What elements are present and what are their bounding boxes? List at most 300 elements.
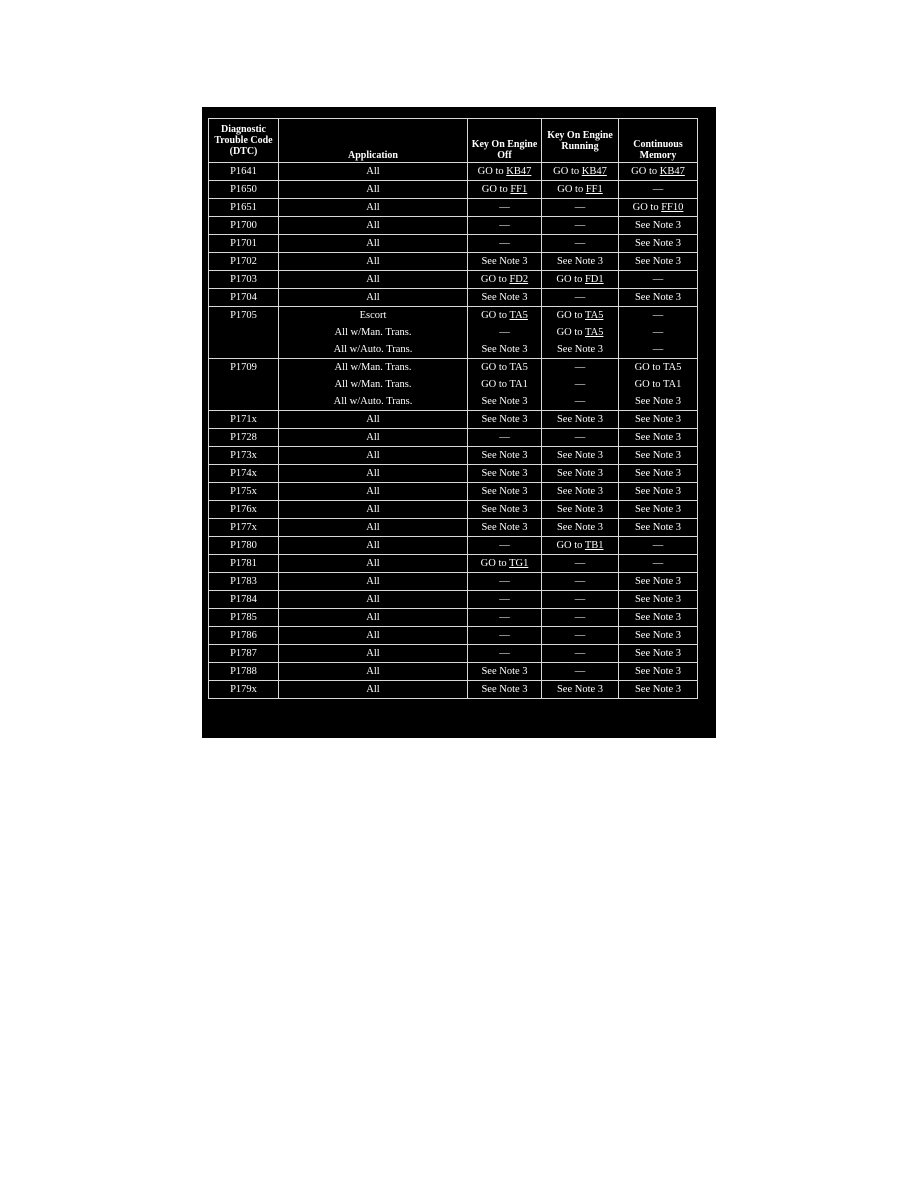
table-body [209, 163, 698, 699]
cell-text: — [652, 310, 664, 321]
table-row [209, 359, 698, 411]
cell-text: See Note 3 [634, 396, 682, 407]
cell-text: See Note 3 [634, 450, 682, 461]
cell-text: See Note 3 [634, 432, 682, 443]
application-cell [279, 217, 468, 235]
key-on-engine-off-cell [468, 235, 542, 253]
cell-text: See Note 3 [634, 220, 682, 231]
key-on-engine-off-cell [468, 447, 542, 465]
cell-text: — [499, 432, 510, 443]
cell-text: — [499, 238, 510, 249]
go-to-reference: GO to FF1 [557, 184, 603, 195]
continuous-memory-cell [619, 253, 698, 271]
key-on-engine-running-cell [542, 627, 619, 645]
table-row [209, 199, 698, 217]
dtc-code: P179x [230, 684, 257, 695]
cell-text: All [366, 612, 380, 623]
cell-text: — [499, 327, 510, 338]
dtc-code: P174x [230, 468, 257, 479]
dtc-code-cell [209, 411, 279, 429]
key-on-engine-off-cell [468, 163, 542, 181]
key-on-engine-running-cell [542, 253, 619, 271]
continuous-memory-cell [619, 645, 698, 663]
cell-text: See Note 3 [481, 666, 528, 677]
cell-text: See Note 3 [556, 684, 604, 695]
cell-text: See Note 3 [481, 396, 528, 407]
dtc-code-cell [209, 573, 279, 591]
table-row [209, 537, 698, 555]
continuous-memory-cell [619, 181, 698, 199]
cell-text: — [652, 344, 664, 355]
dtc-code: P1705 [230, 310, 257, 321]
continuous-memory-cell [619, 217, 698, 235]
dtc-code-cell [209, 235, 279, 253]
key-on-engine-running-cell [542, 501, 619, 519]
key-on-engine-running-cell [542, 199, 619, 217]
application-cell [279, 411, 468, 429]
table-row [209, 447, 698, 465]
reference-link[interactable]: TA5 [509, 310, 528, 321]
dtc-code: P1709 [230, 362, 257, 373]
reference-link[interactable]: TG1 [509, 558, 529, 569]
key-on-engine-off-cell [468, 199, 542, 217]
cell-text: All w/Man. Trans. [334, 362, 412, 373]
key-on-engine-running-cell [542, 465, 619, 483]
dtc-code: P171x [230, 414, 257, 425]
cell-text: — [574, 612, 586, 623]
cell-text: All [366, 432, 380, 443]
dtc-code-cell [209, 271, 279, 289]
reference-link[interactable]: TA5 [585, 310, 604, 321]
key-on-engine-running-cell [542, 537, 619, 555]
key-on-engine-running-cell [542, 235, 619, 253]
dtc-code-cell [209, 429, 279, 447]
cell-text: All [366, 594, 380, 605]
application-cell [279, 537, 468, 555]
key-on-engine-running-cell [542, 217, 619, 235]
key-on-engine-off-cell [468, 591, 542, 609]
dtc-code: P1780 [230, 540, 257, 551]
continuous-memory-cell [619, 609, 698, 627]
cell-text: All [366, 522, 380, 533]
cell-text: GO to TA5 [634, 362, 682, 373]
cell-text: — [499, 594, 510, 605]
cell-text: — [652, 327, 664, 338]
application-cell [279, 307, 468, 359]
dtc-code-cell [209, 645, 279, 663]
table-row [209, 555, 698, 573]
dtc-code-cell [209, 289, 279, 307]
application-cell [279, 609, 468, 627]
key-on-engine-off-cell [468, 609, 542, 627]
cell-text: See Note 3 [634, 238, 682, 249]
dtc-code: P1785 [230, 612, 257, 623]
header-key-on-engine-running: Key On Engine Running [542, 119, 619, 163]
application-cell [279, 235, 468, 253]
cell-text: See Note 3 [481, 504, 528, 515]
key-on-engine-off-cell [468, 627, 542, 645]
key-on-engine-running-cell [542, 447, 619, 465]
dtc-code-cell [209, 609, 279, 627]
cell-text: All [366, 274, 380, 285]
dtc-code: P1787 [230, 648, 257, 659]
cell-text: — [499, 202, 510, 213]
dtc-code-cell [209, 307, 279, 359]
dtc-code: P175x [230, 486, 257, 497]
reference-link[interactable]: KB47 [581, 166, 607, 177]
cell-text: See Note 3 [556, 414, 604, 425]
dtc-code: P1650 [230, 184, 257, 195]
cell-text: See Note 3 [556, 344, 604, 355]
dtc-code-cell [209, 537, 279, 555]
application-cell [279, 681, 468, 699]
cell-text: — [652, 184, 664, 195]
table-row [209, 501, 698, 519]
application-cell [279, 289, 468, 307]
dtc-table [208, 118, 698, 699]
continuous-memory-cell [619, 555, 698, 573]
cell-text: — [499, 220, 510, 231]
cell-text: See Note 3 [481, 450, 528, 461]
dtc-code-cell [209, 359, 279, 411]
dtc-code-cell [209, 217, 279, 235]
table-row [209, 163, 698, 181]
cell-text: — [652, 274, 664, 285]
cell-text: See Note 3 [634, 576, 682, 587]
key-on-engine-off-cell [468, 501, 542, 519]
table-row [209, 591, 698, 609]
cell-text: All [366, 684, 380, 695]
continuous-memory-cell [619, 465, 698, 483]
cell-text: All [366, 504, 380, 515]
cell-text: — [574, 630, 586, 641]
dtc-code-cell [209, 663, 279, 681]
dtc-code: P1788 [230, 666, 257, 677]
go-to-reference: GO to KB47 [631, 166, 685, 177]
table-header-row [209, 119, 698, 163]
key-on-engine-running-cell [542, 555, 619, 573]
cell-text: — [499, 576, 510, 587]
table-row [209, 307, 698, 359]
cell-text: See Note 3 [481, 468, 528, 479]
reference-link[interactable]: FF1 [585, 184, 603, 195]
cell-text: All [366, 256, 380, 267]
application-cell [279, 645, 468, 663]
continuous-memory-cell [619, 199, 698, 217]
key-on-engine-running-cell [542, 429, 619, 447]
key-on-engine-off-cell [468, 483, 542, 501]
cell-text: All [366, 576, 380, 587]
go-to-reference: GO to FF10 [632, 202, 684, 213]
cell-text: See Note 3 [481, 414, 528, 425]
cell-text: All w/Auto. Trans. [333, 396, 413, 407]
dtc-code: P176x [230, 504, 257, 515]
key-on-engine-off-cell [468, 271, 542, 289]
cell-text: — [574, 594, 586, 605]
cell-text: — [574, 362, 586, 373]
key-on-engine-off-cell [468, 181, 542, 199]
reference-link[interactable]: FF10 [661, 202, 684, 213]
application-cell [279, 181, 468, 199]
cell-text: All [366, 648, 380, 659]
cell-text: See Note 3 [556, 468, 604, 479]
cell-text: All [366, 414, 380, 425]
reference-link[interactable]: FF1 [510, 184, 528, 195]
cell-text: See Note 3 [634, 612, 682, 623]
cell-text: — [574, 202, 586, 213]
continuous-memory-cell [619, 411, 698, 429]
cell-text: — [652, 540, 664, 551]
key-on-engine-running-cell [542, 271, 619, 289]
cell-text: See Note 3 [634, 468, 682, 479]
cell-text: — [499, 648, 510, 659]
application-cell [279, 663, 468, 681]
application-cell [279, 519, 468, 537]
continuous-memory-cell [619, 429, 698, 447]
cell-text: See Note 3 [634, 684, 682, 695]
key-on-engine-running-cell [542, 359, 619, 411]
dtc-code-cell [209, 447, 279, 465]
go-to-reference: GO to TA5 [556, 327, 604, 338]
continuous-memory-cell [619, 681, 698, 699]
table-row [209, 609, 698, 627]
cell-text: See Note 3 [556, 504, 604, 515]
table-row [209, 289, 698, 307]
cell-text: See Note 3 [634, 522, 682, 533]
continuous-memory-cell [619, 483, 698, 501]
cell-text: All w/Auto. Trans. [333, 344, 413, 355]
application-cell [279, 271, 468, 289]
key-on-engine-running-cell [542, 681, 619, 699]
key-on-engine-running-cell [542, 645, 619, 663]
cell-text: All w/Man. Trans. [334, 379, 412, 390]
continuous-memory-cell [619, 519, 698, 537]
dtc-code: P1702 [230, 256, 257, 267]
continuous-memory-cell [619, 307, 698, 359]
cell-text: — [574, 379, 586, 390]
table-row [209, 627, 698, 645]
cell-text: See Note 3 [556, 256, 604, 267]
cell-text: See Note 3 [634, 630, 682, 641]
continuous-memory-cell [619, 591, 698, 609]
cell-text: See Note 3 [634, 594, 682, 605]
cell-text: See Note 3 [634, 414, 682, 425]
application-cell [279, 429, 468, 447]
go-to-reference: GO to FD2 [480, 274, 529, 285]
continuous-memory-cell [619, 359, 698, 411]
cell-text: All w/Man. Trans. [334, 327, 412, 338]
table-row [209, 483, 698, 501]
dtc-code-cell [209, 181, 279, 199]
key-on-engine-running-cell [542, 483, 619, 501]
go-to-reference: GO to FF1 [481, 184, 528, 195]
cell-text: All [366, 630, 380, 641]
go-to-reference: GO to TA5 [481, 310, 528, 321]
application-cell [279, 501, 468, 519]
table-row [209, 411, 698, 429]
reference-link[interactable]: TA5 [585, 327, 604, 338]
dtc-code: P1651 [230, 202, 257, 213]
header-dtc-code: Diagnostic Trouble Code (DTC) [209, 119, 279, 163]
cell-text: All [366, 558, 380, 569]
go-to-reference: GO to TG1 [480, 558, 529, 569]
table-row [209, 663, 698, 681]
cell-text: See Note 3 [481, 684, 528, 695]
application-cell [279, 253, 468, 271]
cell-text: See Note 3 [556, 522, 604, 533]
dtc-code-cell [209, 253, 279, 271]
dtc-code: P1728 [230, 432, 257, 443]
dtc-code: P177x [230, 522, 257, 533]
key-on-engine-off-cell [468, 253, 542, 271]
cell-text: — [499, 612, 510, 623]
dtc-code-cell [209, 627, 279, 645]
go-to-reference: GO to KB47 [553, 166, 607, 177]
key-on-engine-off-cell [468, 429, 542, 447]
application-cell [279, 163, 468, 181]
key-on-engine-running-cell [542, 573, 619, 591]
reference-link[interactable]: TB1 [584, 540, 604, 551]
dtc-code-cell [209, 163, 279, 181]
continuous-memory-cell [619, 501, 698, 519]
key-on-engine-off-cell [468, 307, 542, 359]
go-to-reference: GO to KB47 [477, 166, 532, 177]
table-row [209, 253, 698, 271]
key-on-engine-off-cell [468, 645, 542, 663]
cell-text: All [366, 468, 380, 479]
key-on-engine-off-cell [468, 411, 542, 429]
key-on-engine-off-cell [468, 663, 542, 681]
table-row [209, 645, 698, 663]
application-cell [279, 555, 468, 573]
cell-text: — [574, 396, 586, 407]
application-cell [279, 627, 468, 645]
key-on-engine-off-cell [468, 217, 542, 235]
application-cell [279, 359, 468, 411]
key-on-engine-off-cell [468, 289, 542, 307]
continuous-memory-cell [619, 447, 698, 465]
reference-link[interactable]: FD2 [509, 274, 529, 285]
header-key-on-engine-off: Key On Engine Off [468, 119, 542, 163]
application-cell [279, 573, 468, 591]
dtc-code-cell [209, 199, 279, 217]
cell-text: — [574, 220, 586, 231]
dtc-code: P1784 [230, 594, 257, 605]
dtc-code: P1704 [230, 292, 257, 303]
cell-text: See Note 3 [634, 486, 682, 497]
cell-text: GO to TA5 [481, 362, 528, 373]
key-on-engine-off-cell [468, 465, 542, 483]
header-continuous-memory: Continuous Memory [619, 119, 698, 163]
dtc-code: P1781 [230, 558, 257, 569]
cell-text: All [366, 238, 380, 249]
cell-text: — [574, 648, 586, 659]
go-to-reference: GO to FD1 [556, 274, 604, 285]
dtc-code-cell [209, 465, 279, 483]
cell-text: All [366, 166, 380, 177]
continuous-memory-cell [619, 163, 698, 181]
continuous-memory-cell [619, 573, 698, 591]
cell-text: — [652, 558, 664, 569]
dtc-code: P1783 [230, 576, 257, 587]
dtc-code: P1703 [230, 274, 257, 285]
dtc-code-cell [209, 501, 279, 519]
dtc-code-cell [209, 483, 279, 501]
application-cell [279, 465, 468, 483]
table-row [209, 681, 698, 699]
continuous-memory-cell [619, 235, 698, 253]
cell-text: — [574, 292, 586, 303]
table-row [209, 181, 698, 199]
cell-text: See Note 3 [481, 344, 528, 355]
key-on-engine-off-cell [468, 537, 542, 555]
go-to-reference: GO to TA5 [556, 310, 604, 321]
cell-text: See Note 3 [634, 292, 682, 303]
key-on-engine-running-cell [542, 181, 619, 199]
cell-text: — [574, 666, 586, 677]
cell-text: See Note 3 [556, 450, 604, 461]
cell-text: See Note 3 [556, 486, 604, 497]
continuous-memory-cell [619, 627, 698, 645]
reference-link[interactable]: KB47 [506, 166, 532, 177]
dtc-code-cell [209, 519, 279, 537]
dtc-code-cell [209, 591, 279, 609]
application-cell [279, 483, 468, 501]
cell-text: GO to TA1 [481, 379, 528, 390]
dtc-code: P173x [230, 450, 257, 461]
dtc-code: P1641 [230, 166, 257, 177]
continuous-memory-cell [619, 271, 698, 289]
cell-text: Escort [359, 310, 387, 321]
table-row [209, 465, 698, 483]
cell-text: See Note 3 [481, 522, 528, 533]
reference-link[interactable]: KB47 [659, 166, 685, 177]
continuous-memory-cell [619, 663, 698, 681]
cell-text: — [574, 432, 586, 443]
key-on-engine-off-cell [468, 573, 542, 591]
key-on-engine-running-cell [542, 609, 619, 627]
table-row [209, 573, 698, 591]
dtc-code-cell [209, 681, 279, 699]
cell-text: See Note 3 [634, 504, 682, 515]
go-to-reference: GO to TB1 [556, 540, 604, 551]
key-on-engine-off-cell [468, 681, 542, 699]
continuous-memory-cell [619, 289, 698, 307]
dtc-code: P1701 [230, 238, 257, 249]
cell-text: See Note 3 [481, 486, 528, 497]
cell-text: All [366, 202, 380, 213]
key-on-engine-off-cell [468, 519, 542, 537]
key-on-engine-running-cell [542, 307, 619, 359]
application-cell [279, 199, 468, 217]
table-row [209, 235, 698, 253]
cell-text: — [574, 238, 586, 249]
application-cell [279, 447, 468, 465]
cell-text: All [366, 666, 380, 677]
cell-text: All [366, 220, 380, 231]
cell-text: All [366, 184, 380, 195]
cell-text: See Note 3 [634, 256, 682, 267]
key-on-engine-running-cell [542, 591, 619, 609]
dtc-code: P1786 [230, 630, 257, 641]
table-row [209, 271, 698, 289]
cell-text: See Note 3 [481, 256, 528, 267]
reference-link[interactable]: FD1 [584, 274, 604, 285]
cell-text: All [366, 486, 380, 497]
cell-text: — [499, 540, 510, 551]
cell-text: See Note 3 [481, 292, 528, 303]
cell-text: See Note 3 [634, 666, 682, 677]
